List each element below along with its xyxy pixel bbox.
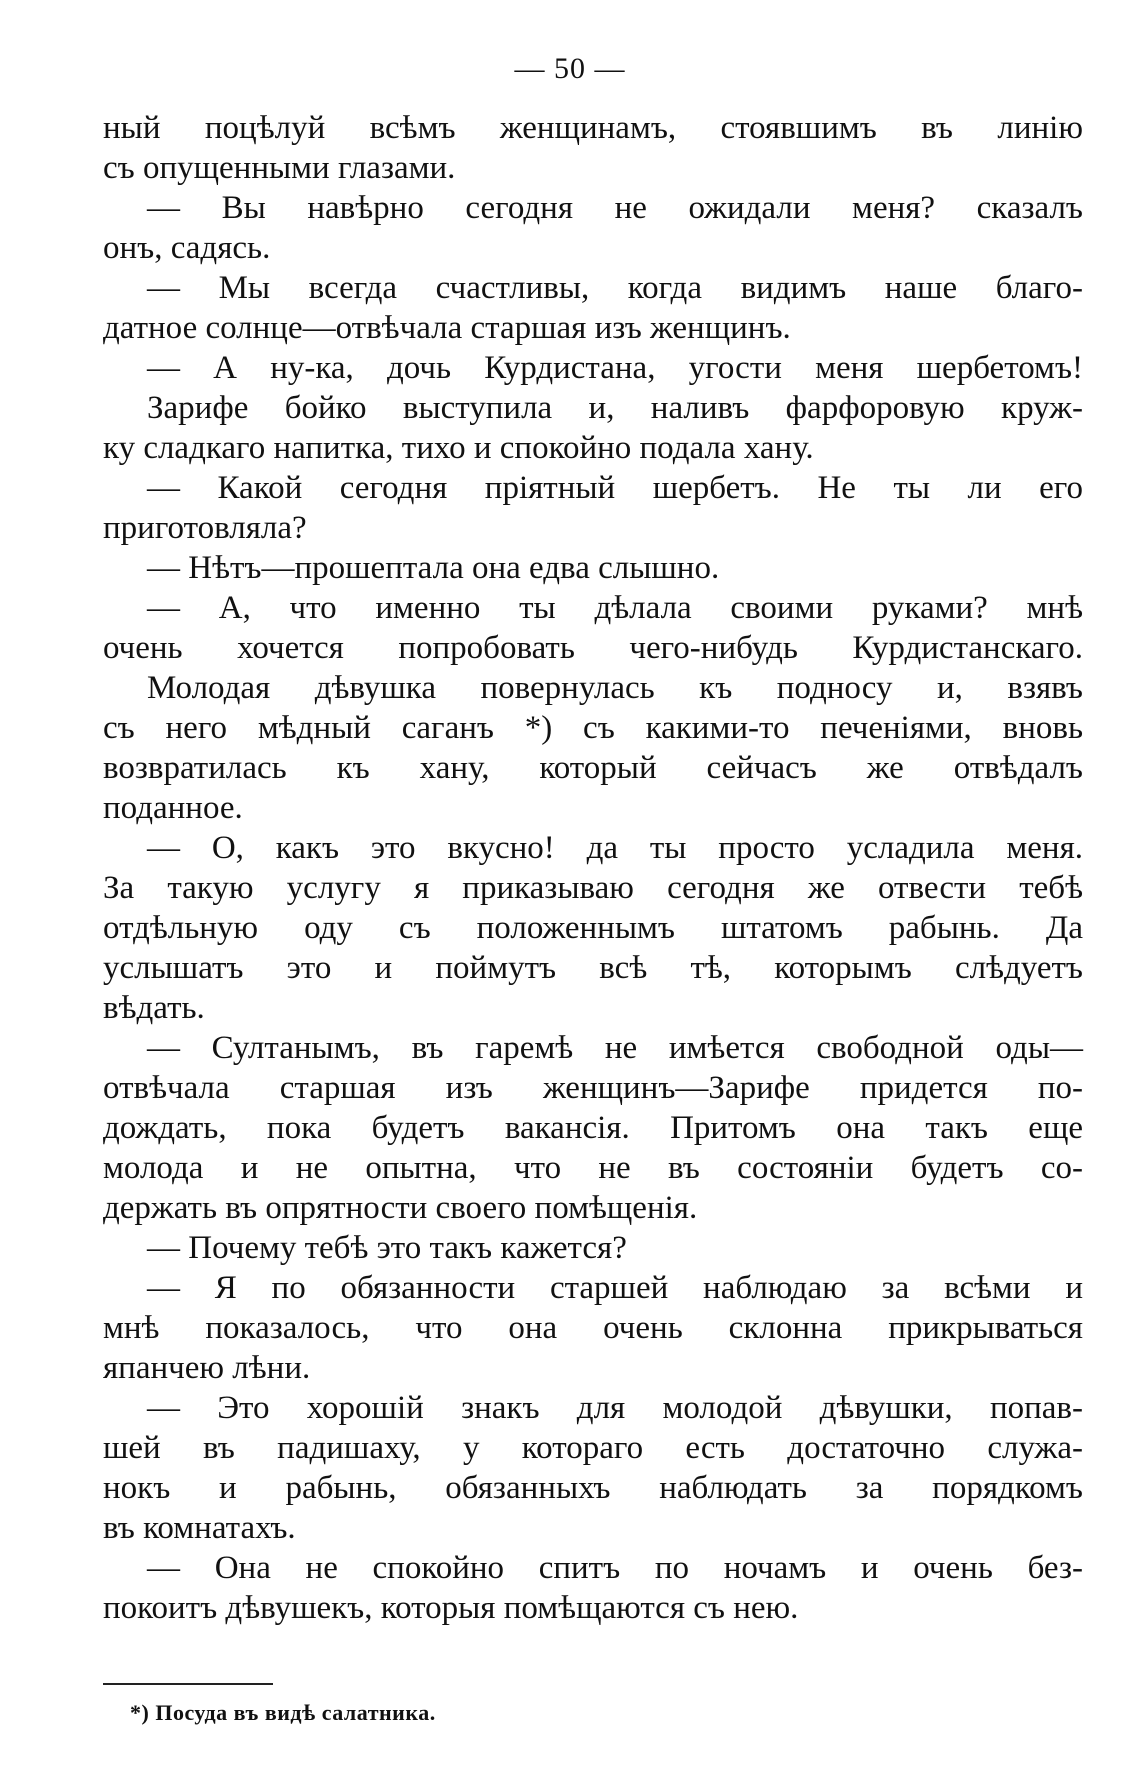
text-line: — Мы всегда счастливы, когда видимъ наше благо-	[147, 270, 1083, 306]
footnote-divider	[103, 1683, 273, 1685]
text-line: держать въ опрятности своего помѣщенія.	[103, 1190, 698, 1226]
text-line: — Вы навѣрно сегодня не ожидали меня? сказалъ	[147, 190, 1083, 226]
text-line: дождать, пока будетъ вакансія. Притомъ она такъ еще	[103, 1110, 1083, 1146]
text-line: — Какой сегодня пріятный шербетъ. Не ты ли его	[147, 470, 1083, 506]
text-line: — О, какъ это вкусно! да ты просто усладила меня.	[147, 830, 1083, 866]
text-line: — Нѣтъ—прошептала она едва слышно.	[147, 550, 720, 586]
text-line: — А ну-ка, дочь Курдистана, угости меня шербетомъ!	[147, 350, 1083, 386]
text-line: покоитъ дѣвушекъ, которыя помѣщаются съ нею.	[103, 1590, 799, 1626]
text-line: — А, что именно ты дѣлала своими руками? мнѣ	[147, 590, 1083, 626]
text-line: Зарифе бойко выступила и, наливъ фарфоровую круж-	[147, 390, 1083, 426]
text-line: съ опущенными глазами.	[103, 150, 456, 186]
text-line: — Она не спокойно спитъ по ночамъ и очень без-	[147, 1550, 1083, 1586]
text-line: въ комнатахъ.	[103, 1510, 296, 1546]
text-line: отдѣльную оду съ положеннымъ штатомъ рабынь. Да	[103, 910, 1083, 946]
text-line: датное солнце—отвѣчала старшая изъ женщинъ.	[103, 310, 791, 346]
text-line: ный поцѣлуй всѣмъ женщинамъ, стоявшимъ въ линію	[103, 110, 1083, 146]
text-line: япанчею лѣни.	[103, 1350, 311, 1386]
text-line: Молодая дѣвушка повернулась къ подносу и, взявъ	[147, 670, 1083, 706]
text-line: — Султанымъ, въ гаремѣ не имѣется свободной оды—	[147, 1030, 1083, 1066]
text-line: онъ, садясь.	[103, 230, 271, 266]
text-line: съ него мѣдный сaганъ *) съ какими-то печеніями, вновь	[103, 710, 1083, 746]
text-line: возвратилась къ хану, который сейчасъ же отвѣдалъ	[103, 750, 1083, 786]
page-number: — 50 —	[514, 52, 626, 85]
text-line: приготовляла?	[103, 510, 307, 546]
text-line: отвѣчала старшая изъ женщинъ—Зарифе придется по-	[103, 1070, 1083, 1106]
text-line: нокъ и рабынь, обязанныхъ наблюдать за порядкомъ	[103, 1470, 1083, 1506]
footnote: *) Посуда въ видѣ салатника.	[130, 1700, 436, 1725]
text-line: — Я по обязанности старшей наблюдаю за всѣми и	[147, 1270, 1083, 1306]
text-line: ку сладкаго напитка, тихо и спокойно подала хану.	[103, 430, 814, 466]
text-line: мнѣ показалось, что она очень склонна прикрываться	[103, 1310, 1083, 1346]
text-line: молода и не опытна, что не въ состояніи будетъ со-	[103, 1150, 1083, 1186]
text-line: шей въ падишаху, у котораго есть достаточно служа-	[103, 1430, 1083, 1466]
text-line: поданное.	[103, 790, 243, 826]
body-text	[103, 108, 1083, 1628]
text-line: вѣдать.	[103, 990, 205, 1026]
text-line: — Это хорошій знакъ для молодой дѣвушки, попав-	[147, 1390, 1083, 1426]
text-line: услышатъ это и поймутъ всѣ тѣ, которымъ слѣдуетъ	[103, 950, 1083, 986]
text-line: — Почему тебѣ это такъ кажется?	[147, 1230, 627, 1266]
text-line: За такую услугу я приказываю сегодня же отвести тебѣ	[103, 870, 1083, 906]
text-line: очень хочется попробовать чего-нибудь Курдистанскаго.	[103, 630, 1083, 666]
